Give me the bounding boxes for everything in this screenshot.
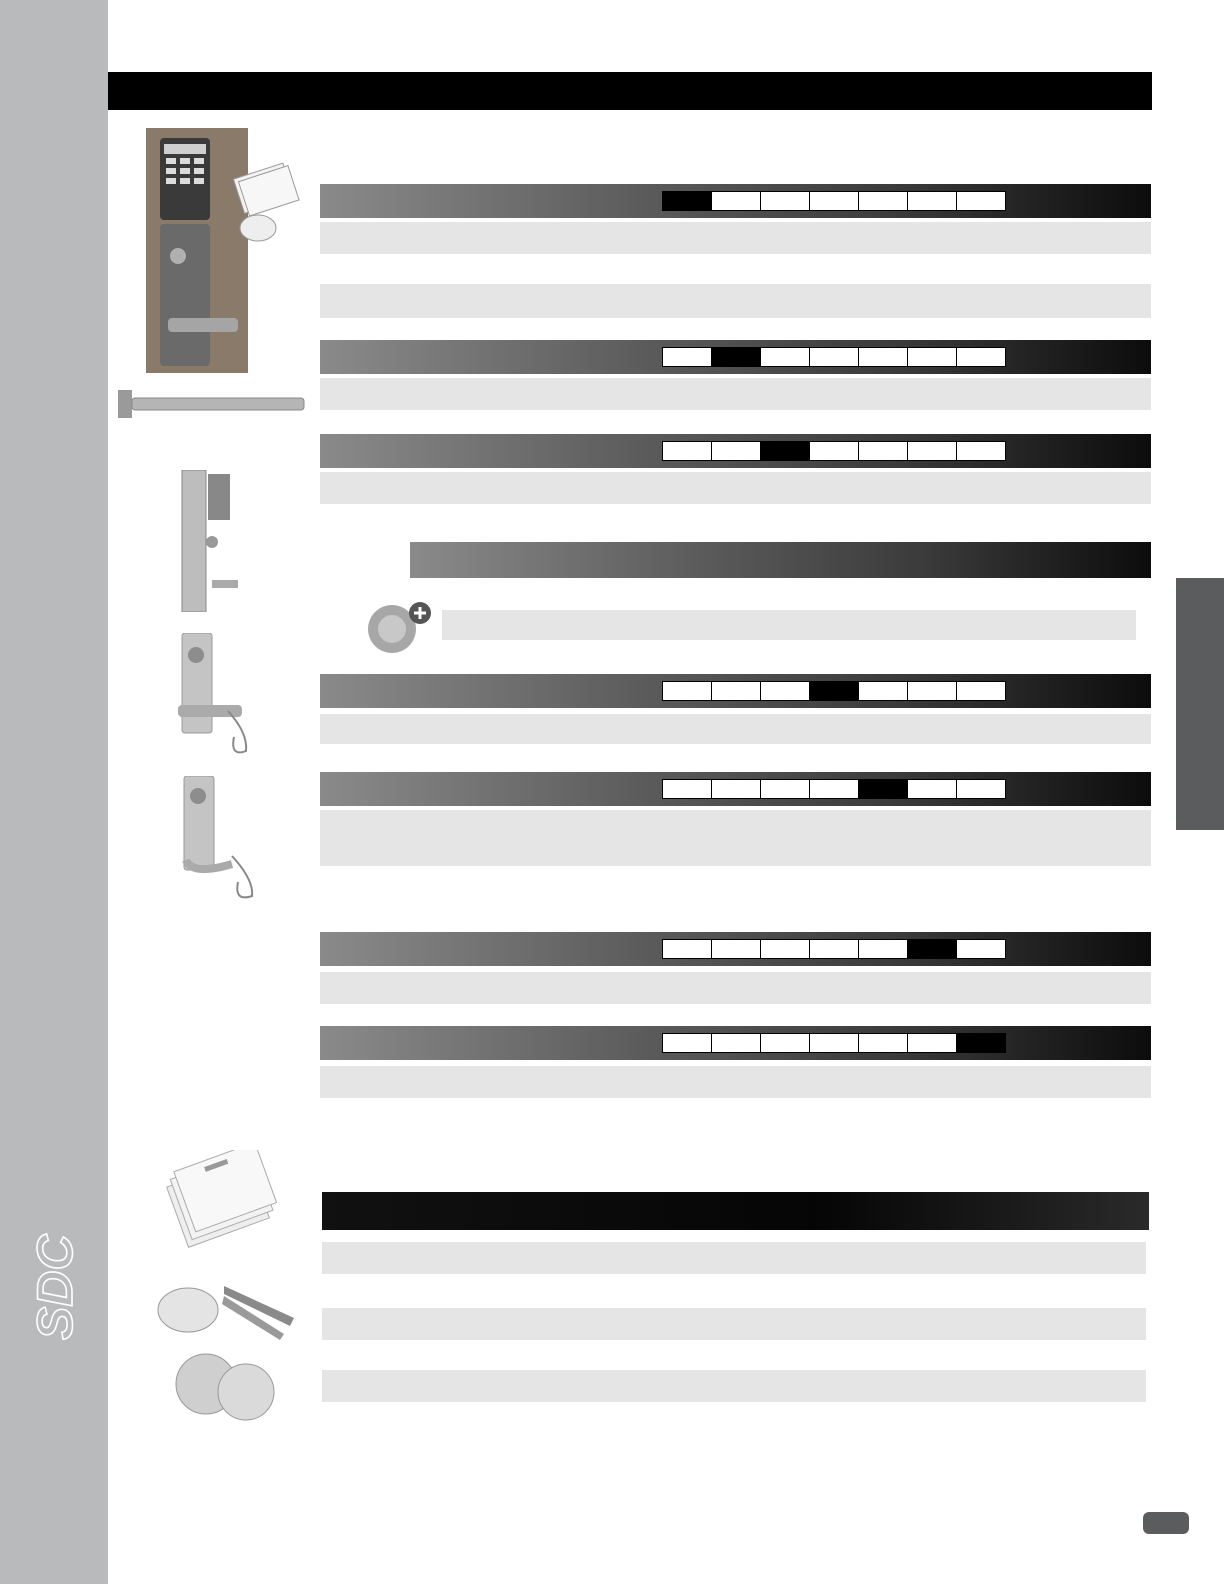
column-box	[908, 1034, 957, 1052]
svg-text:SDC: SDC	[27, 1234, 83, 1340]
column-box	[761, 940, 810, 958]
section-1-header	[320, 184, 1151, 218]
column-box	[663, 1034, 712, 1052]
column-box	[663, 442, 712, 460]
section-4-header	[320, 674, 1151, 708]
section-2-header	[320, 340, 1151, 374]
column-selector	[662, 191, 1006, 211]
column-box	[810, 780, 859, 798]
column-box	[663, 348, 712, 366]
column-box	[908, 192, 957, 210]
page-header-bar	[108, 72, 1152, 110]
column-box	[859, 348, 908, 366]
column-selector	[662, 441, 1006, 461]
column-box	[908, 682, 957, 700]
column-box	[712, 682, 761, 700]
column-box	[957, 442, 1005, 460]
column-box	[761, 1034, 810, 1052]
key-fob-icon	[154, 1274, 308, 1344]
section-5-header	[320, 772, 1151, 806]
table-row	[442, 610, 1136, 640]
column-box	[957, 192, 1005, 210]
column-box	[859, 940, 908, 958]
column-box	[761, 348, 810, 366]
left-sidebar	[0, 0, 108, 1584]
column-box	[810, 348, 859, 366]
column-selector	[662, 939, 1006, 959]
prox-disc-icon	[168, 1352, 286, 1422]
column-box	[810, 442, 859, 460]
mortise-lock-icon	[168, 470, 240, 612]
table-row	[322, 1308, 1146, 1340]
table-row	[320, 810, 1151, 866]
column-box	[859, 1034, 908, 1052]
column-box	[761, 780, 810, 798]
column-box	[908, 348, 957, 366]
table-row	[322, 1242, 1146, 1274]
lever-trim-icon	[172, 776, 268, 906]
column-selector	[662, 1033, 1006, 1053]
table-row	[320, 284, 1151, 318]
column-box	[810, 1034, 859, 1052]
column-box	[712, 780, 761, 798]
column-box	[908, 940, 957, 958]
column-box	[859, 682, 908, 700]
column-box	[957, 348, 1005, 366]
column-box	[810, 192, 859, 210]
column-box	[712, 192, 761, 210]
column-box	[908, 780, 957, 798]
column-box	[761, 682, 810, 700]
table-row	[320, 714, 1151, 744]
column-box	[663, 780, 712, 798]
column-box	[712, 940, 761, 958]
column-box	[908, 442, 957, 460]
section-6-header	[320, 932, 1151, 966]
column-box	[957, 780, 1005, 798]
page-number-tab	[1143, 1512, 1189, 1534]
column-box	[761, 192, 810, 210]
section-side-tab[interactable]	[1176, 578, 1224, 830]
sdc-logo-icon	[24, 1200, 96, 1340]
section-7-header	[320, 1026, 1151, 1060]
column-box	[859, 192, 908, 210]
table-row	[320, 472, 1151, 504]
column-box	[957, 940, 1005, 958]
column-box	[663, 192, 712, 210]
exit-bar-icon	[108, 382, 308, 426]
section-3-header	[320, 434, 1151, 468]
cylinder-plus-icon	[366, 595, 444, 659]
column-selector	[662, 347, 1006, 367]
table-row	[320, 222, 1151, 254]
column-box	[761, 442, 810, 460]
table-row	[322, 1370, 1146, 1402]
column-box	[663, 682, 712, 700]
column-box	[957, 1034, 1005, 1052]
column-box	[859, 442, 908, 460]
column-box	[810, 940, 859, 958]
column-box	[712, 348, 761, 366]
subsection-header	[410, 542, 1151, 578]
column-box	[810, 682, 859, 700]
keypad-lock-icon	[146, 128, 308, 373]
prox-cards-icon	[146, 1150, 294, 1260]
column-box	[957, 682, 1005, 700]
column-box	[712, 442, 761, 460]
lever-trim-icon	[168, 633, 264, 761]
table-row	[320, 1066, 1151, 1098]
column-selector	[662, 779, 1006, 799]
column-box	[663, 940, 712, 958]
column-box	[859, 780, 908, 798]
column-selector	[662, 681, 1006, 701]
table-row	[320, 972, 1151, 1004]
table-row	[320, 378, 1151, 410]
credentials-header	[322, 1192, 1149, 1230]
column-box	[712, 1034, 761, 1052]
